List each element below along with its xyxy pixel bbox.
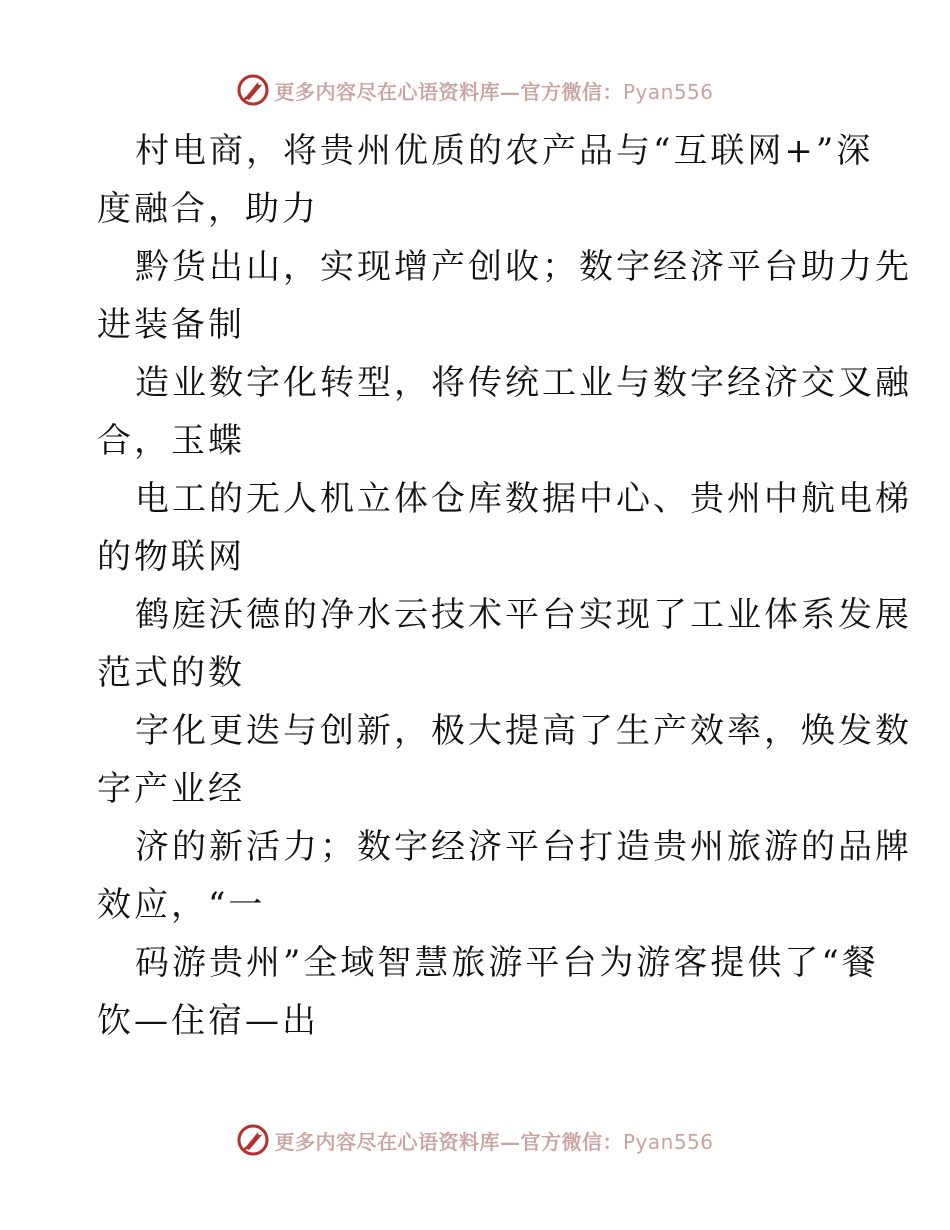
paragraph-line: 的物联网	[97, 537, 245, 577]
paragraph-line: 电工的无人机立体仓库数据中心、贵州中航电梯	[135, 479, 912, 519]
header-site-text: 更多内容尽在心语资料库	[274, 79, 500, 104]
footer-wechat-label: 官方微信：	[520, 1129, 623, 1154]
quill-pen-circle-icon	[236, 1123, 270, 1157]
footer-wechat-id: Pyan556	[622, 1129, 714, 1154]
paragraph-line: 进装备制	[97, 305, 245, 345]
paragraph-line: 字产业经	[97, 769, 245, 809]
footer-dash: —	[499, 1129, 521, 1154]
header-text	[274, 76, 713, 105]
paragraph	[97, 122, 874, 238]
paragraph-line: 合，玉蝶	[97, 421, 245, 461]
header-wechat-label: 官方微信：	[520, 79, 623, 104]
paragraph-line: 度融合，助力	[97, 189, 319, 229]
document-body	[97, 122, 912, 1050]
paragraph	[97, 702, 912, 818]
header-wechat-id: Pyan556	[622, 79, 714, 104]
paragraph-line: 饮—住宿—出	[97, 1001, 319, 1041]
paragraph-line: 鹤庭沃德的净水云技术平台实现了工业体系发展	[135, 595, 912, 635]
paragraph	[97, 238, 912, 354]
paragraph-line: 效应，“一	[97, 885, 266, 925]
paragraph-line: 黔货出山，实现增产创收；数字经济平台助力先	[135, 247, 912, 287]
paragraph	[97, 470, 912, 586]
footer-site-text: 更多内容尽在心语资料库	[274, 1129, 500, 1154]
header-banner	[0, 70, 950, 110]
footer-banner	[0, 1120, 950, 1160]
paragraph-line: 码游贵州”全域智慧旅游平台为游客提供了“餐	[135, 943, 879, 983]
quill-pen-circle-icon	[236, 73, 270, 107]
paragraph-line: 村电商，将贵州优质的农产品与“互联网+”深	[135, 131, 874, 171]
paragraph-line: 字化更迭与创新，极大提高了生产效率，焕发数	[135, 711, 912, 751]
paragraph-line: 造业数字化转型，将传统工业与数字经济交叉融	[135, 363, 912, 403]
header-dash: —	[499, 79, 521, 104]
paragraph	[97, 354, 912, 470]
paragraph	[97, 818, 912, 934]
footer-text	[274, 1126, 713, 1155]
paragraph	[97, 586, 912, 702]
paragraph	[97, 934, 879, 1050]
paragraph-line: 济的新活力；数字经济平台打造贵州旅游的品牌	[135, 827, 912, 867]
paragraph-line: 范式的数	[97, 653, 245, 693]
